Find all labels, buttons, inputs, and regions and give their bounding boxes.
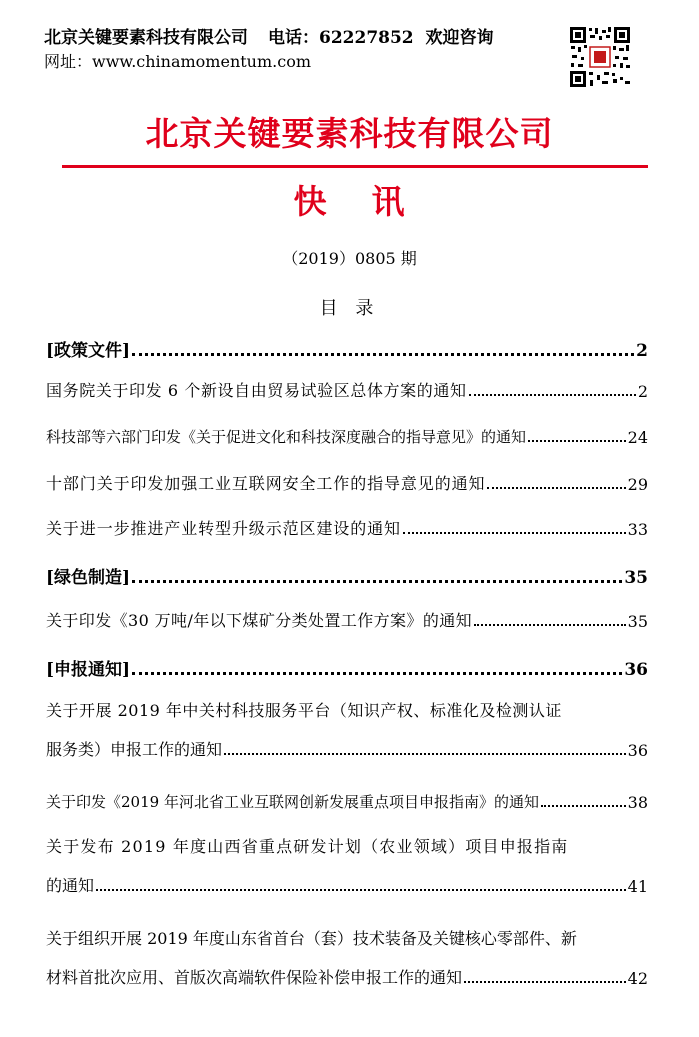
toc-entry[interactable]: 国务院关于印发 6 个新设自由贸易试验区总体方案的通知 2 <box>46 381 648 401</box>
toc-section-policy[interactable]: [政策文件] 2 <box>46 341 648 361</box>
toc-entry[interactable]: 科技部等六部门印发《关于促进文化和科技深度融合的指导意见》的通知 24 <box>46 428 648 447</box>
toc-entry[interactable]: 关于印发《30 万吨/年以下煤矿分类处置工作方案》的通知 35 <box>46 611 648 631</box>
newsletter-title: 快 讯 <box>293 182 406 221</box>
page-header <box>44 26 564 74</box>
toc-entry[interactable]: 关于开展 2019 年中关村科技服务平台（知识产权、标准化及检测认证 服务类）申报工作的通知 36 <box>46 701 648 760</box>
toc-entry[interactable]: 十部门关于印发加强工业互联网安全工作的指导意见的通知 29 <box>46 474 648 494</box>
header-website: 网址：www.chinamomentum.com <box>44 52 312 71</box>
toc-entry[interactable]: 关于组织开展 2019 年度山东省首台（套）技术装备及关键核心零部件、新 材料首批次应用、首版次高端软件保险补偿申报工作的通知 42 <box>46 929 648 988</box>
company-title: 北京关键要素科技有限公司 <box>145 114 554 153</box>
title-divider <box>62 165 648 168</box>
toc-section-application[interactable]: [申报通知] 36 <box>46 660 648 680</box>
toc-section-green[interactable]: [绿色制造] 35 <box>46 568 648 588</box>
header-phone: 电话：62227852 <box>268 28 414 48</box>
toc-heading: 目 录 <box>319 298 380 319</box>
header-company: 北京关键要素科技有限公司 <box>44 28 248 48</box>
qr-code-icon <box>569 26 631 88</box>
toc-entry[interactable]: 关于进一步推进产业转型升级示范区建设的通知 33 <box>46 519 648 539</box>
issue-number: （2019）0805 期 <box>282 249 417 268</box>
toc-entry[interactable]: 关于发布 2019 年度山西省重点研发计划（农业领域）项目申报指南 的通知 41 <box>46 837 648 896</box>
header-welcome: 欢迎咨询 <box>425 28 494 48</box>
toc-entry[interactable]: 关于印发《2019 年河北省工业互联网创新发展重点项目申报指南》的通知 38 <box>46 793 648 812</box>
